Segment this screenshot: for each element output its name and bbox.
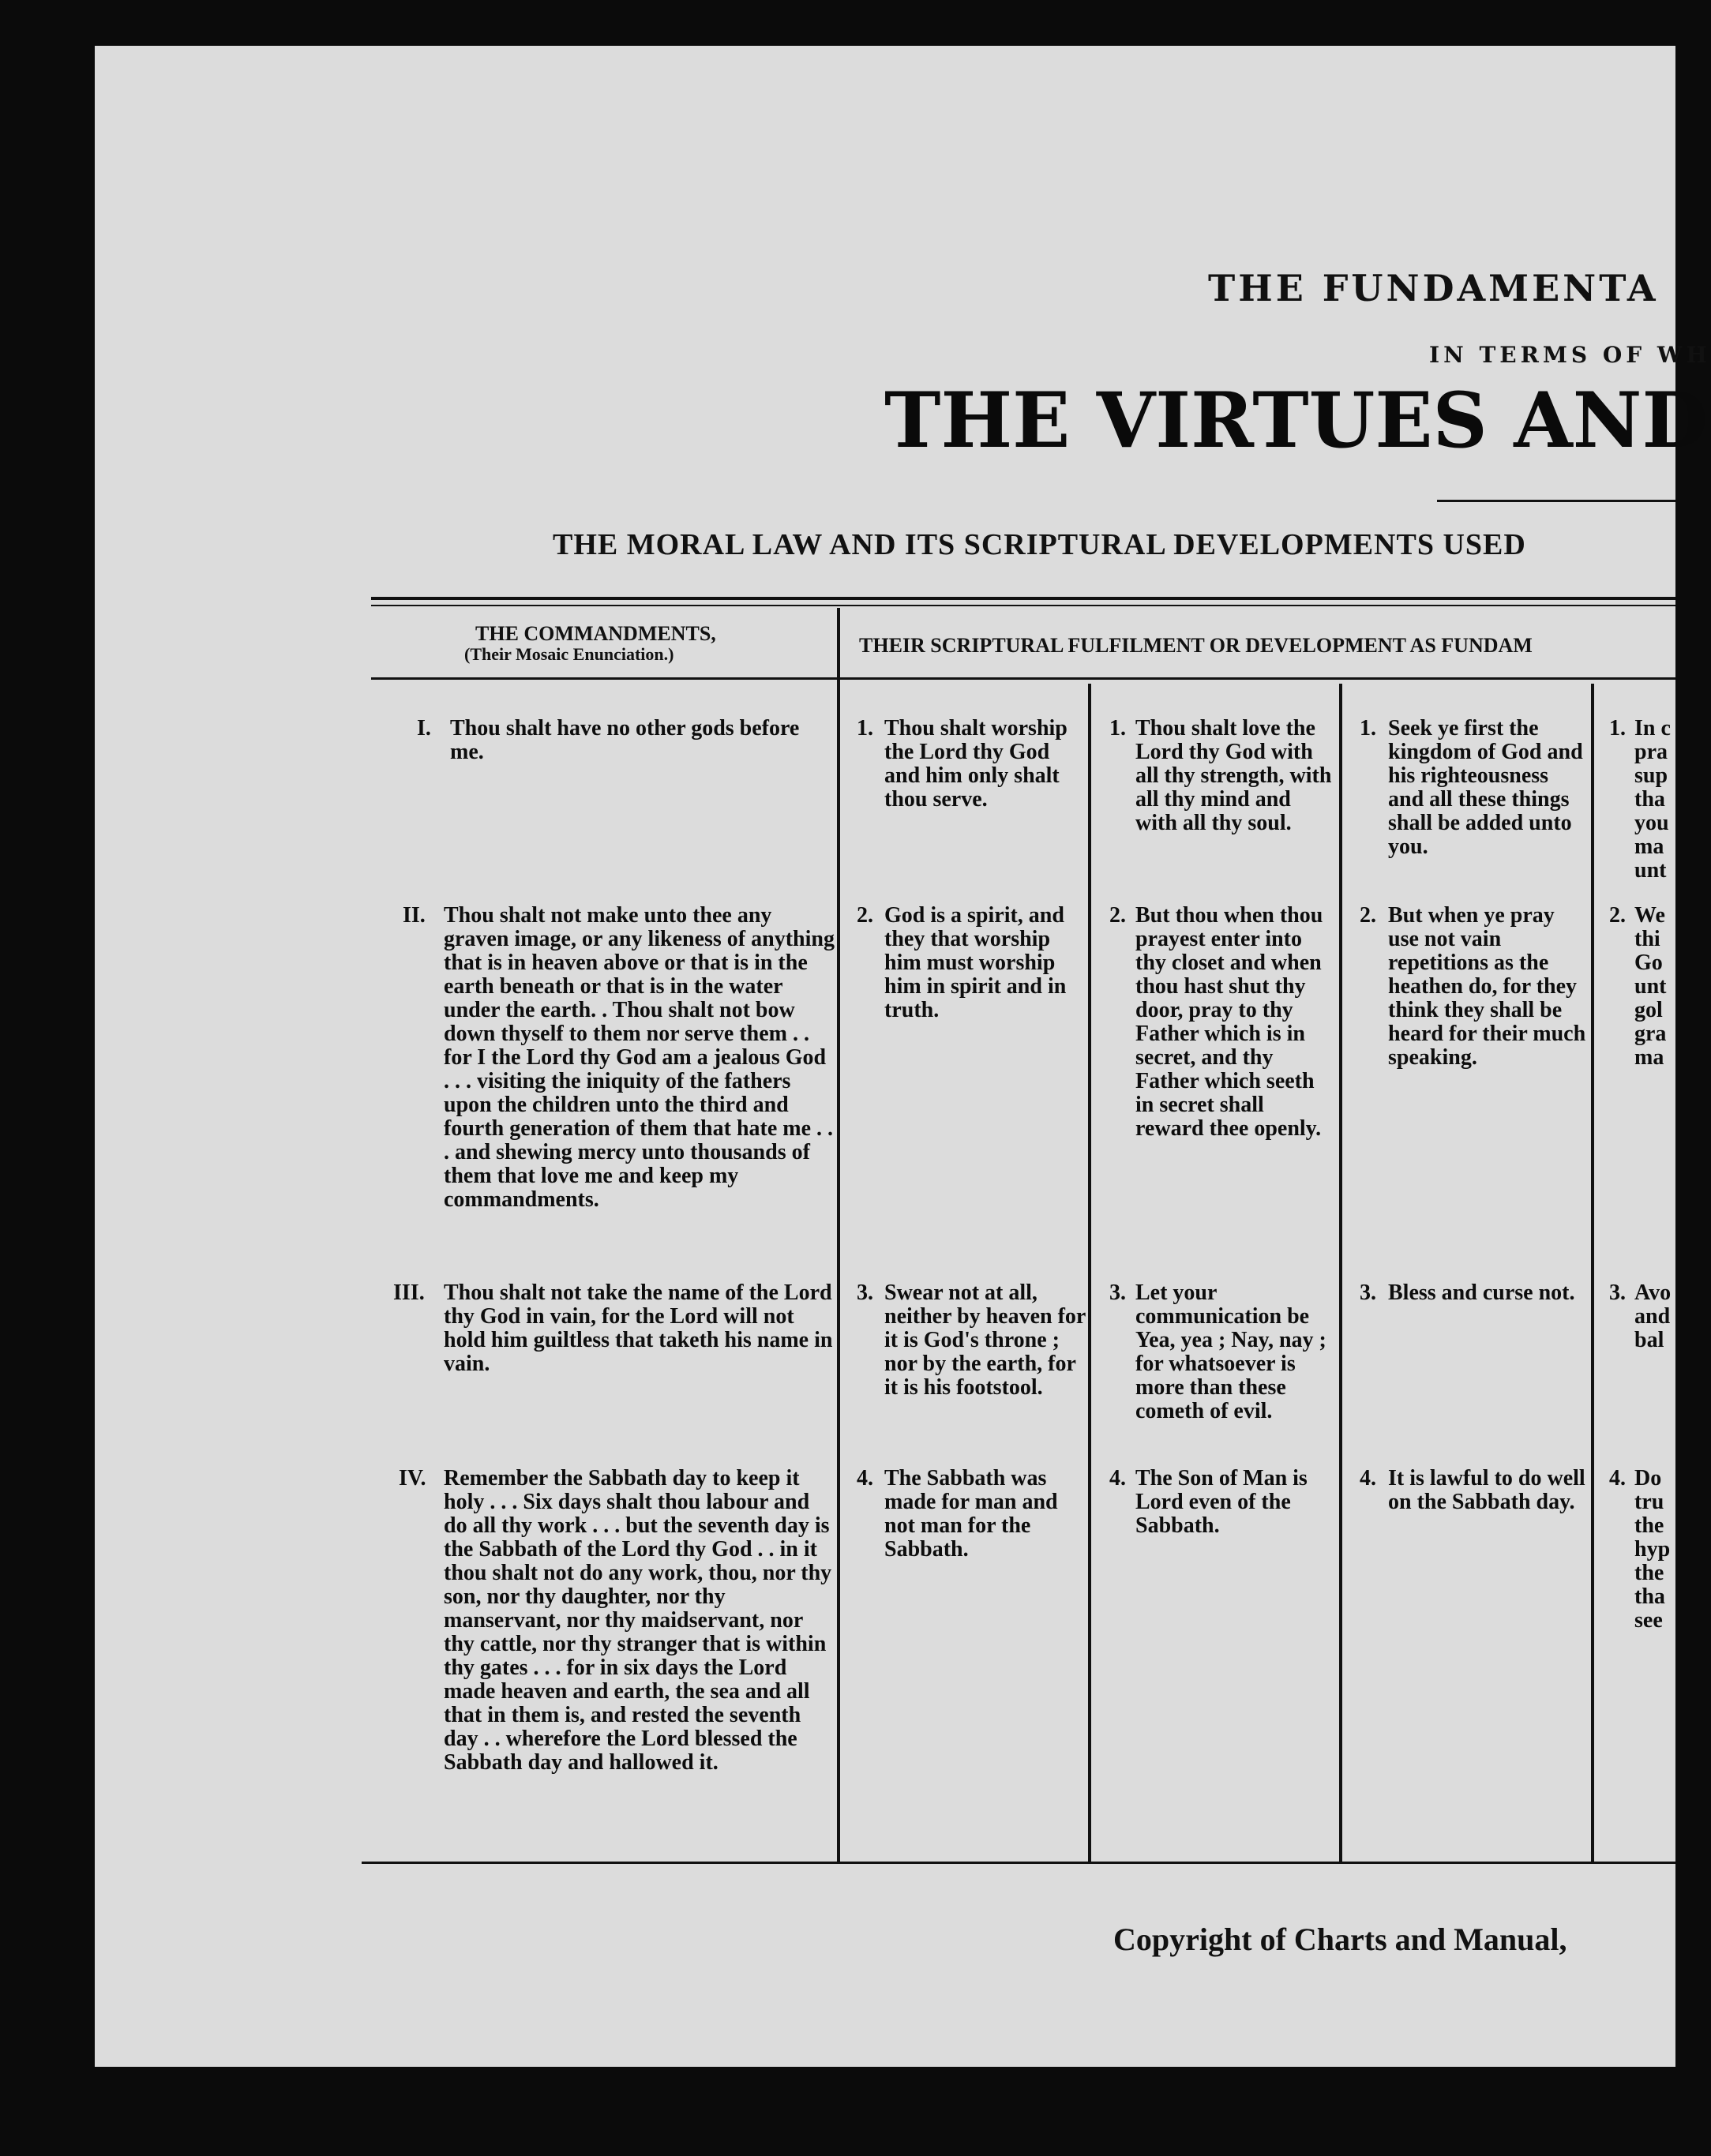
- column-divider-3: [1339, 684, 1342, 1863]
- column-divider-4: [1591, 684, 1594, 1863]
- copyright-line: Copyright of Charts and Manual,: [1113, 1922, 1567, 1957]
- row-2-col2-text: God is a spirit, and they that worship him must worship him in spirit and in truth.: [884, 903, 1067, 1022]
- row-4-col5-text: Do tru the hyp the tha see: [1634, 1466, 1671, 1633]
- row-4-col4-text: It is lawful to do well on the Sabbath day.: [1388, 1466, 1585, 1514]
- title-line-1: THE FUNDAMENTA: [1208, 267, 1659, 309]
- row-1-col5-number: 1.: [1609, 716, 1626, 741]
- row-4-numeral: IV.: [399, 1466, 426, 1490]
- row-4-col3-number: 4.: [1109, 1466, 1126, 1490]
- commandments-subheader: (Their Mosaic Enunciation.): [464, 644, 674, 664]
- row-2-col2-number: 2.: [857, 903, 873, 928]
- row-4-col5-number: 4.: [1609, 1466, 1626, 1490]
- row-1-commandment: Thou shalt have no other gods before me.: [450, 716, 800, 764]
- row-3-col2-text: Swear not at all, neither by heaven for it is God's throne ; nor by the earth, for it is his footstool.: [884, 1280, 1086, 1400]
- title-rule: [1437, 500, 1675, 502]
- table-bottom-rule: [362, 1862, 1675, 1864]
- row-3-col4-text: Bless and curse not.: [1388, 1280, 1575, 1305]
- table-header-rule: [371, 677, 1675, 680]
- row-3-col2-number: 3.: [857, 1280, 873, 1305]
- row-2-col5-number: 2.: [1609, 903, 1626, 928]
- row-4-col2-number: 4.: [857, 1466, 873, 1490]
- row-4-col2-text: The Sabbath was made for man and not man for the Sabbath.: [884, 1466, 1058, 1562]
- row-3-col5-number: 3.: [1609, 1280, 1626, 1305]
- row-4-col4-number: 4.: [1360, 1466, 1376, 1490]
- row-3-col5-text: Avo and bal: [1634, 1280, 1672, 1352]
- title-line-2: IN TERMS OF WH: [1429, 342, 1711, 368]
- title-line-4: THE MORAL LAW AND ITS SCRIPTURAL DEVELOPMENTS USED: [553, 528, 1526, 561]
- row-3-col3-text: Let your communication be Yea, yea ; Nay, nay ; for whatsoever is more than these cometh of evil.: [1135, 1280, 1326, 1423]
- row-1-col4-text: Seek ye first the kingdom of God and his righteousness and all these things shall be added unto you.: [1388, 716, 1583, 859]
- row-2-commandment: Thou shalt not make unto thee any graven image, or any likeness of anything that is in heaven above or that is in the earth beneath or that is in the water under the earth. . Thou shalt not bow down thyself to them nor serve them . . for I the Lord thy God am a jealous God . . . visiting the iniquity of the fathers upon the children unto the third and fourth generation of them that hate me . . . and shewing mercy unto thousands of them that love me and keep my commandments.: [444, 903, 835, 1212]
- document-page: [95, 46, 1711, 2067]
- title-line-3: THE VIRTUES AND: [884, 376, 1708, 465]
- row-2-col4-text: But when ye pray use not vain repetitions as the heathen do, for they think they shall be heard for their much speaking.: [1388, 903, 1586, 1070]
- row-2-col3-number: 2.: [1109, 903, 1126, 928]
- row-1-col3-number: 1.: [1109, 716, 1126, 741]
- table-top-rule-2: [371, 605, 1675, 606]
- row-1-col2-number: 1.: [857, 716, 873, 741]
- fulfilment-header: THEIR SCRIPTURAL FULFILMENT OR DEVELOPMENT AS FUNDAM: [859, 634, 1533, 657]
- column-divider-1: [837, 608, 840, 1863]
- row-2-col4-number: 2.: [1360, 903, 1376, 928]
- commandments-header: THE COMMANDMENTS,: [475, 622, 716, 645]
- row-2-col5-text: We thi Go unt gol gra ma: [1634, 903, 1667, 1070]
- row-3-numeral: III.: [393, 1280, 425, 1305]
- row-1-col4-number: 1.: [1360, 716, 1376, 741]
- row-4-col3-text: The Son of Man is Lord even of the Sabbath.: [1135, 1466, 1308, 1538]
- table-top-rule: [371, 597, 1675, 600]
- row-1-col5-text: In c pra sup tha you ma unt: [1634, 716, 1671, 883]
- row-2-numeral: II.: [403, 903, 426, 928]
- row-1-numeral: I.: [417, 716, 431, 741]
- row-3-commandment: Thou shalt not take the name of the Lord thy God in vain, for the Lord will not hold him guiltless that taketh his name in vain.: [444, 1280, 833, 1376]
- row-4-commandment: Remember the Sabbath day to keep it holy . . . Six days shalt thou labour and do all thy work . . . but the seventh day is the Sabbath of the Lord thy God . . in it thou shalt not do any work, thou, nor thy son, nor thy daughter, nor thy manservant, nor thy maidservant, nor thy cattle, nor thy stranger that is within thy gates . . . for in six days the Lord made heaven and earth, the sea and all that in them is, and rested the seventh day . . wherefore the Lord blessed the Sabbath day and hallowed it.: [444, 1466, 832, 1775]
- row-2-col3-text: But thou when thou prayest enter into thy closet and when thou hast shut thy door, pray to thy Father which is in secret, and thy Father which seeth in secret shall reward thee openly.: [1135, 903, 1323, 1141]
- row-3-col4-number: 3.: [1360, 1280, 1376, 1305]
- row-1-col2-text: Thou shalt worship the Lord thy God and him only shalt thou serve.: [884, 716, 1067, 812]
- row-3-col3-number: 3.: [1109, 1280, 1126, 1305]
- column-divider-2: [1088, 684, 1091, 1863]
- row-1-col3-text: Thou shalt love the Lord thy God with all thy strength, with all thy mind and with all thy soul.: [1135, 716, 1332, 835]
